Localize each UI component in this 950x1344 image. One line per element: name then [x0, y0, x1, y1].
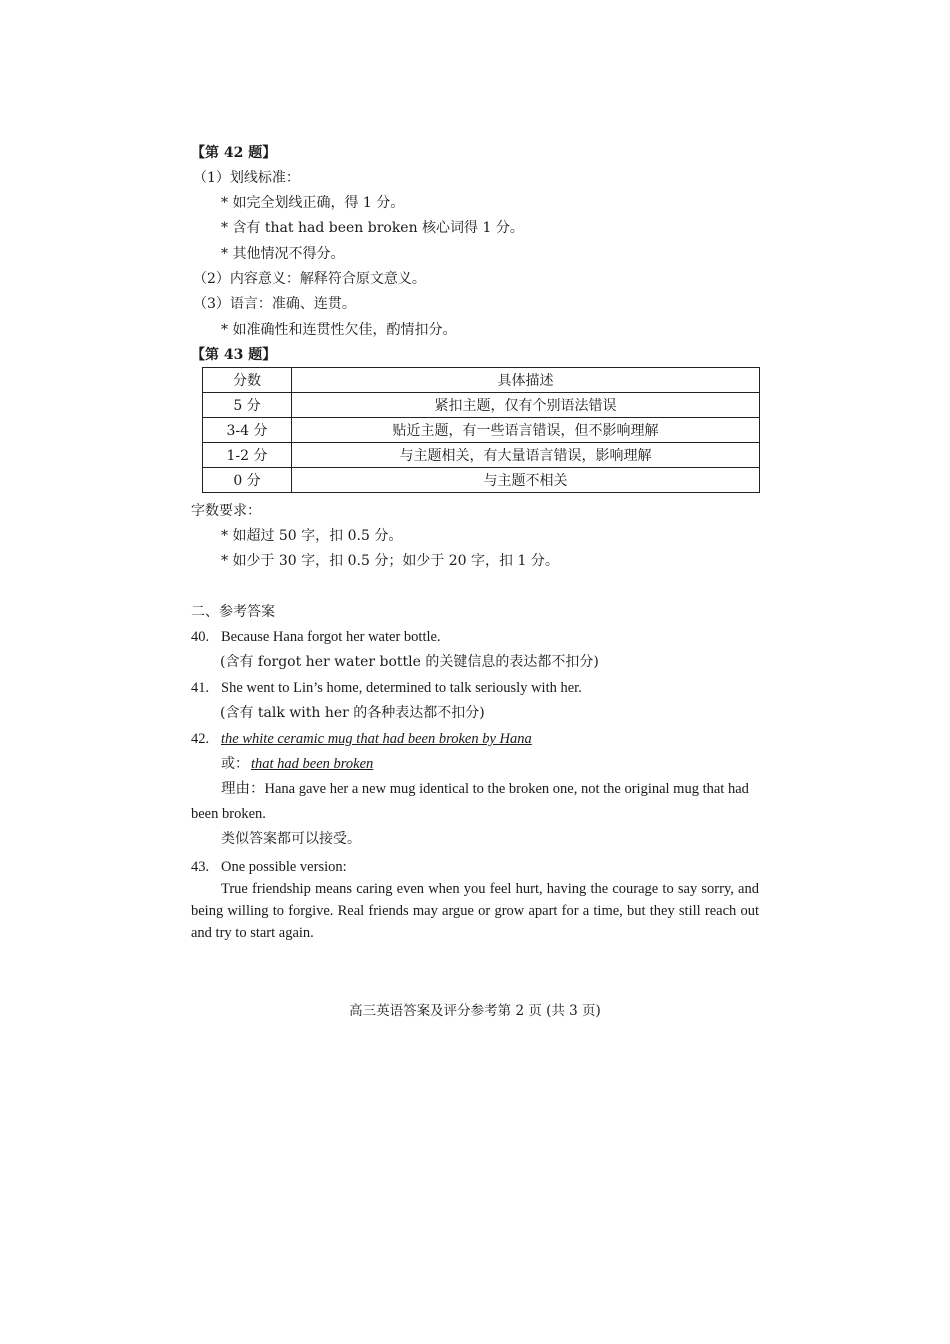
answers-heading: 二、参考答案: [191, 604, 275, 620]
answer-42-number: 42.: [191, 731, 210, 747]
answer-41-text: She went to Lin’s home, determined to talk seriously with her.: [221, 680, 582, 696]
answer-41-note: (含有 talk with her 的各种表达都不扣分): [220, 705, 485, 721]
answer-42-similar-note: 类似答案都可以接受。: [221, 831, 361, 847]
table-row: [203, 393, 760, 418]
answer-43-paragraph: True friendship means caring even when you feel hurt, having the courage to say sorry, and being willing to forgive. Real friends may argue or grow apart for a time, but they still reach out and try to start again.: [191, 881, 759, 941]
answer-43-number: 43.: [191, 859, 210, 875]
table-cell-description: 与主题不相关: [292, 468, 760, 493]
table-cell-description: 贴近主题，有一些语言错误，但不影响理解: [292, 418, 760, 443]
answer-40-number: 40.: [191, 629, 210, 645]
table-cell-description: 紧扣主题，仅有个别语法错误: [292, 393, 760, 418]
q42-item3-bullet1: * 如准确性和连贯性欠佳，酌情扣分。: [221, 322, 457, 338]
table-cell-score: 5 分: [203, 393, 292, 418]
table-header-cell: 分数: [203, 368, 292, 393]
answer-42-alternative: that had been broken: [251, 756, 374, 772]
q43-heading: 【第 43 题】: [191, 347, 277, 363]
table-row: [203, 418, 760, 443]
answer-42-or-label: 或：: [221, 756, 249, 772]
answer-41-number: 41.: [191, 680, 210, 696]
q42-item1-bullet1: * 如完全划线正确，得 1 分。: [221, 195, 405, 211]
answer-42-text: the white ceramic mug that had been broken by Hana: [221, 731, 532, 747]
q42-item1-bullet2: * 含有 that had been broken 核心词得 1 分。: [221, 220, 524, 236]
answer-40-text: Because Hana forgot her water bottle.: [221, 629, 441, 645]
q42-item2: （2）内容意义：解释符合原文意义。: [193, 271, 426, 287]
q43-score-table: [202, 367, 760, 493]
table-header-cell: 具体描述: [292, 368, 760, 393]
word-count-bullet1: * 如超过 50 字，扣 0.5 分。: [221, 528, 403, 544]
answer-43-label: One possible version:: [221, 859, 347, 875]
table-row: [203, 468, 760, 493]
table-header-row: [203, 368, 760, 393]
q42-item1-bullet3: * 其他情况不得分。: [221, 246, 345, 262]
table-cell-description: 与主题相关，有大量语言错误，影响理解: [292, 443, 760, 468]
word-count-bullet2: * 如少于 30 字，扣 0.5 分；如少于 20 字，扣 1 分。: [221, 553, 559, 569]
answer-42-reason-line1: 理由：Hana gave her a new mug identical to the broken one, not the original mug that had: [221, 781, 749, 797]
table-row: [203, 443, 760, 468]
word-count-title: 字数要求：: [191, 503, 261, 519]
table-cell-score: 1-2 分: [203, 443, 292, 468]
answer-40-note: (含有 forgot her water bottle 的关键信息的表达都不扣分): [220, 654, 599, 670]
q42-heading: 【第 42 题】: [191, 145, 277, 161]
q42-item1-title: （1）划线标准：: [193, 170, 300, 186]
answer-42-reason-line2: been broken.: [191, 806, 266, 822]
page-footer: 高三英语答案及评分参考第 2 页 (共 3 页): [349, 1003, 601, 1019]
q42-item3: （3）语言：准确、连贯。: [193, 296, 356, 312]
table-cell-score: 0 分: [203, 468, 292, 493]
table-cell-score: 3-4 分: [203, 418, 292, 443]
